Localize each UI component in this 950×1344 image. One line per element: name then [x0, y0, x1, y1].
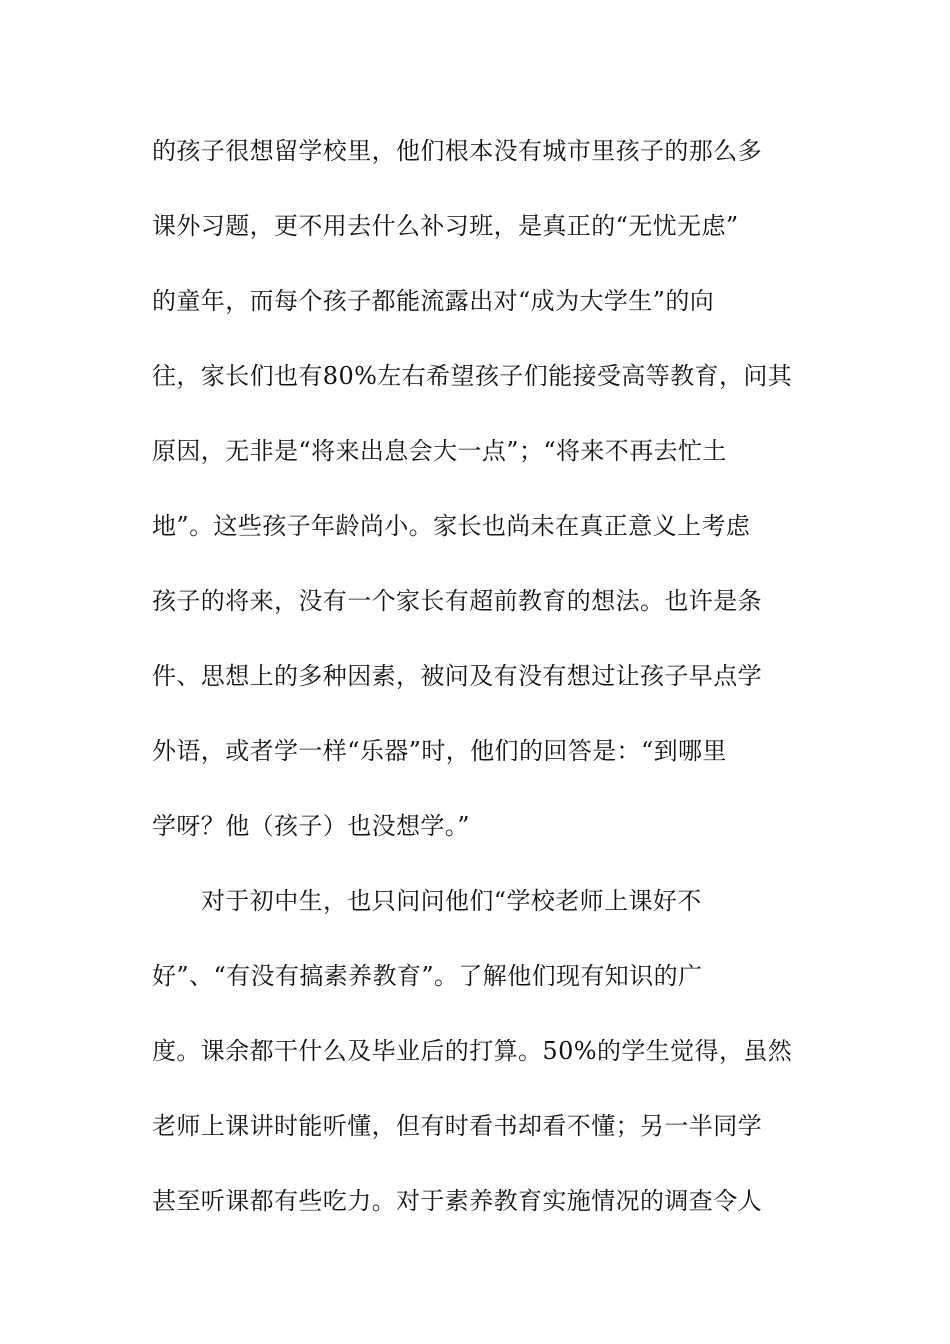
text-line: 学呀？他（孩子）也没想学。” — [152, 812, 470, 840]
text-line: 好”、“有没有搞素养教育”。了解他们现有知识的广 — [152, 962, 703, 990]
paragraph-first-line: 对于初中生，也只问问他们“学校老师上课好不 — [201, 887, 702, 915]
text-line: 度。课余都干什么及毕业后的打算。50%的学生觉得，虽然 — [152, 1037, 793, 1065]
text-line: 老师上课讲时能听懂，但有时看书却看不懂；另一半同学 — [152, 1112, 762, 1140]
text-line: 往，家长们也有80%左右希望孩子们能接受高等教育，问其 — [152, 362, 793, 390]
text-line: 原因，无非是“将来出息会大一点”；“将来不再去忙土 — [152, 437, 727, 465]
text-line: 件、思想上的多种因素，被问及有没有想过让孩子早点学 — [152, 662, 762, 690]
text-line: 的孩子很想留学校里，他们根本没有城市里孩子的那么多 — [152, 137, 762, 165]
text-line: 的童年，而每个孩子都能流露出对“成为大学生”的向 — [152, 287, 715, 315]
text-line: 孩子的将来，没有一个家长有超前教育的想法。也许是条 — [152, 587, 762, 615]
text-line: 甚至听课都有些吃力。对于素养教育实施情况的调查令人 — [152, 1187, 762, 1215]
text-line: 课外习题，更不用去什么补习班，是真正的“无忧无虑” — [152, 212, 739, 240]
text-line: 外语，或者学一样“乐器”时，他们的回答是：“到哪里 — [152, 737, 727, 765]
text-line: 地”。这些孩子年龄尚小。家长也尚未在真正意义上考虑 — [152, 512, 751, 540]
